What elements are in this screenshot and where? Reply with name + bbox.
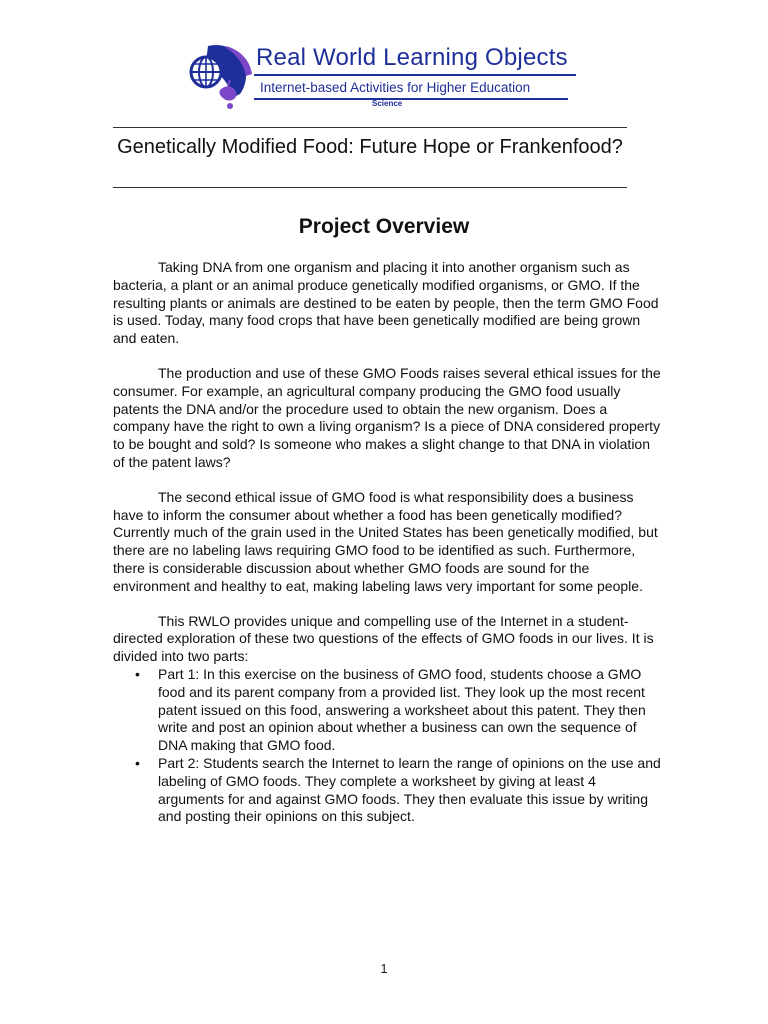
page-number: 1 [380,961,388,976]
paragraph: This RWLO provides unique and compelling use of the Internet in a student-directed exploration of these two questions of the effects of GMO foods in our lives. It is divided into two parts: [113,612,654,665]
globe-with-mouse-icon [186,40,256,110]
bullet-icon: • [135,665,140,682]
brand-divider [254,98,568,100]
brand-divider [254,74,576,76]
brand-subtitle: Internet-based Activities for Higher Education [260,80,531,95]
title-top-rule [113,127,627,128]
paragraph: Taking DNA from one organism and placing it into another organism such as bacteria, a plant or an animal produce genetically modified organisms, or GMO. If the resulting plants or animals are destined to be eaten by people, then the term GMO Food is used. Today, many food crops that have been genetically modified are being grown and eaten. [113,259,659,347]
title-bottom-rule [113,187,627,188]
bullet-list [113,666,661,826]
brand-header [186,40,586,120]
list-item-text: Part 1: In this exercise on the business of GMO food, students choose a GMO food and its parent company from a provided list. They look up the most recent patent issued on this food, answering a worksheet about this patent. They then write and post an opinion about whether a business can own the sequence of DNA making that GMO food. [158,665,646,754]
section-heading: Project Overview [298,215,470,238]
brand-title: Real World Learning Objects [256,44,568,71]
paragraph: The production and use of these GMO Foods raises several ethical issues for the consumer. For example, an agricultural company producing the GMO food usually patents the DNA and/or the procedure used to obtain the new organism. Does a company have the right to own a living organism? Is a piece of DNA considered property to be bought and sold? Is someone who makes a slight change to that DNA in violation of the patent laws? [113,364,661,470]
list-item [113,666,661,755]
list-item [113,755,661,826]
paragraph: The second ethical issue of GMO food is what responsibility does a business have to inform the consumer about whether a food has been genetically modified? Currently much of the grain used in the United States has been genetically modified, but there are no labeling laws requiring GMO food to be identified as such. Furthermore, there is considerable discussion about whether GMO foods are sound for the environment and healthy to eat, making labeling laws very important for some people. [113,488,658,594]
document-title: Genetically Modified Food: Future Hope or Frankenfood? [117,136,623,158]
bullet-icon: • [135,754,140,771]
list-item-text: Part 2: Students search the Internet to learn the range of opinions on the use and labeling of GMO foods. They complete a worksheet by giving at least 4 arguments for and against GMO foods. They then evaluate this issue by writing and posting their opinions on this subject. [158,754,661,825]
brand-tag: Science [372,99,403,108]
document-body [113,259,661,826]
